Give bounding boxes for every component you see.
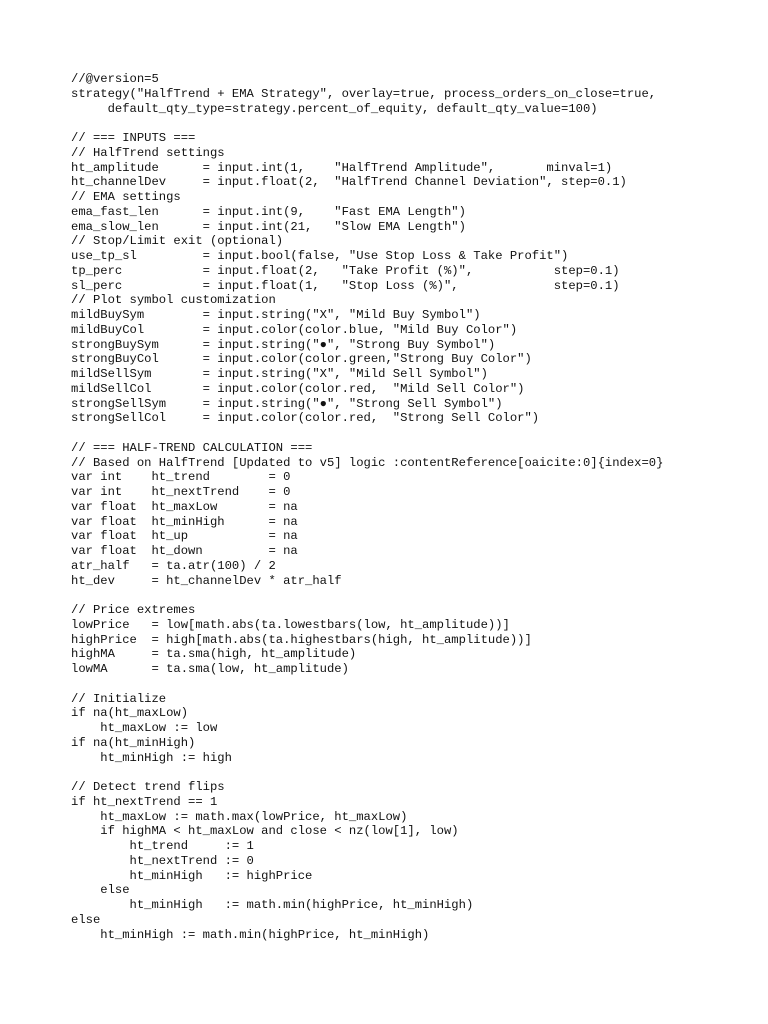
- code-line: ht_channelDev = input.float(2, "HalfTrend Channel Deviation", step=0.1): [71, 175, 627, 190]
- code-line: ht_minHigh := highPrice: [71, 868, 313, 883]
- code-line: strongSellSym = input.string("●", "Strong Sell Symbol"): [71, 396, 503, 411]
- code-line: if na(ht_minHigh): [71, 735, 196, 750]
- code-line: ht_dev = ht_channelDev * atr_half: [71, 573, 342, 588]
- code-line: strongBuyCol = input.color(color.green,"Strong Buy Color"): [71, 352, 532, 367]
- code-line: mildBuyCol = input.color(color.blue, "Mild Buy Color"): [71, 322, 518, 337]
- code-line: var float ht_maxLow = na: [71, 499, 298, 514]
- code-line: ht_maxLow := low: [71, 721, 218, 735]
- code-line: highPrice = high[math.abs(ta.highestbars(high, ht_amplitude))]: [71, 632, 532, 647]
- code-line: // Stop/Limit exit (optional): [71, 234, 284, 249]
- code-line: [71, 116, 761, 131]
- code-line: // === INPUTS ===: [71, 131, 196, 145]
- code-line: [71, 426, 761, 441]
- code-line: // EMA settings: [71, 190, 181, 204]
- code-line: ht_nextTrend := 0: [71, 853, 254, 868]
- code-line: var int ht_nextTrend = 0: [71, 485, 291, 499]
- code-line: strongSellCol = input.color(color.red, "Strong Sell Color"): [71, 411, 540, 426]
- code-line: default_qty_type=strategy.percent_of_equity, default_qty_value=100): [71, 101, 598, 116]
- code-line: mildSellCol = input.color(color.red, "Mild Sell Color"): [71, 381, 525, 396]
- code-line: ht_amplitude = input.int(1, "HalfTrend Amplitude", minval=1): [71, 160, 613, 175]
- code-line: ema_fast_len = input.int(9, "Fast EMA Length"): [71, 204, 466, 219]
- code-line: ht_maxLow := math.max(lowPrice, ht_maxLow): [71, 809, 408, 824]
- code-line: // Plot symbol customization: [71, 293, 276, 308]
- code-line: ht_minHigh := high: [71, 750, 232, 765]
- code-line: highMA = ta.sma(high, ht_amplitude): [71, 647, 357, 662]
- code-line: // Based on HalfTrend [Updated to v5] logic :contentReference[oaicite:0]{index=0}: [71, 455, 664, 470]
- code-line: strongBuySym = input.string("●", "Strong Buy Symbol"): [71, 337, 496, 352]
- code-line: ht_minHigh := math.min(highPrice, ht_minHigh): [71, 927, 430, 942]
- code-line: // HalfTrend settings: [71, 145, 225, 160]
- code-line: use_tp_sl = input.bool(false, "Use Stop Loss & Take Profit"): [71, 249, 569, 263]
- code-line: mildSellSym = input.string("X", "Mild Sell Symbol"): [71, 367, 488, 381]
- code-line: [71, 588, 761, 603]
- code-line: mildBuySym = input.string("X", "Mild Buy Symbol"): [71, 308, 481, 322]
- code-line: strategy("HalfTrend + EMA Strategy", overlay=true, process_orders_on_close=true,: [71, 86, 657, 101]
- code-line: else: [71, 883, 130, 898]
- code-line: ht_minHigh := math.min(highPrice, ht_minHigh): [71, 898, 474, 912]
- code-line: lowPrice = low[math.abs(ta.lowestbars(low, ht_amplitude))]: [71, 617, 510, 632]
- code-line: [71, 765, 761, 780]
- code-line: // Initialize: [71, 691, 167, 706]
- code-line: var float ht_minHigh = na: [71, 514, 298, 529]
- code-line: else: [71, 912, 101, 927]
- code-line: var float ht_down = na: [71, 544, 298, 558]
- code-line: tp_perc = input.float(2, "Take Profit (%)", step=0.1): [71, 263, 620, 278]
- code-line: if ht_nextTrend == 1: [71, 794, 218, 809]
- code-line: sl_perc = input.float(1, "Stop Loss (%)", step=0.1): [71, 278, 620, 293]
- code-line: var float ht_up = na: [71, 529, 298, 544]
- code-block: [71, 72, 761, 942]
- code-line: ht_trend := 1: [71, 839, 254, 853]
- code-line: ema_slow_len = input.int(21, "Slow EMA Length"): [71, 219, 466, 234]
- code-line: [71, 677, 761, 692]
- code-line: lowMA = ta.sma(low, ht_amplitude): [71, 662, 349, 676]
- code-line: // Detect trend flips: [71, 780, 225, 794]
- code-line: atr_half = ta.atr(100) / 2: [71, 558, 276, 573]
- code-line: //@version=5: [71, 72, 159, 86]
- code-line: if na(ht_maxLow): [71, 706, 189, 721]
- code-line: // === HALF-TREND CALCULATION ===: [71, 440, 313, 455]
- code-line: // Price extremes: [71, 603, 196, 617]
- code-line: if highMA < ht_maxLow and close < nz(low[1], low): [71, 824, 459, 839]
- code-line: var int ht_trend = 0: [71, 470, 291, 485]
